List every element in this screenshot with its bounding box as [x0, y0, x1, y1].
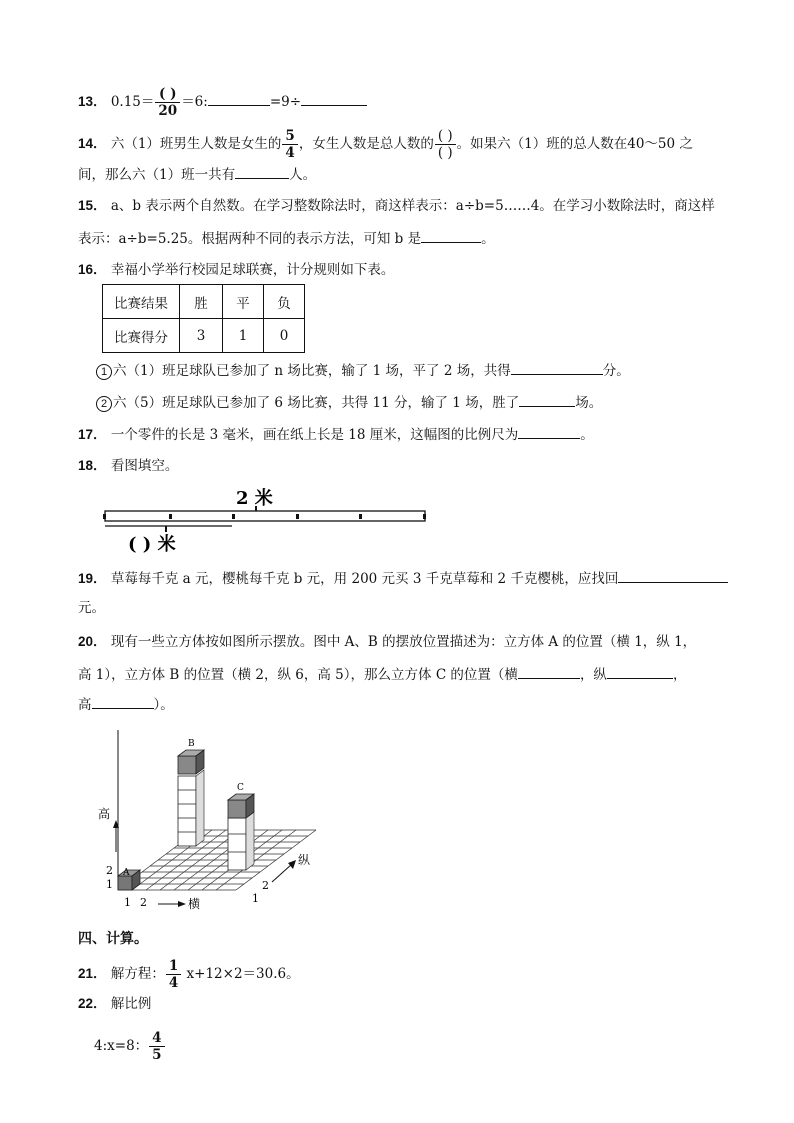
table-row [103, 285, 305, 319]
answer-blank[interactable] [518, 424, 580, 439]
fraction-numerator: ( ) [155, 86, 180, 103]
question-20 [78, 632, 696, 652]
question-number: 13． [78, 94, 107, 109]
q16-sub1-text: 六（1）班足球队已参加了 n 场比赛，输了 1 场，平了 2 场，共得 [113, 363, 511, 379]
q16-title: 幸福小学举行校园足球联赛，计分规则如下表。 [110, 262, 395, 278]
table-cell: 胜 [180, 285, 223, 319]
question-19-line-2 [78, 598, 105, 618]
question-19 [78, 568, 728, 589]
table-cell: 3 [180, 319, 223, 353]
q14-line2-b: 人。 [289, 167, 317, 183]
q15-line2-a: 表示：a÷b=5.25。根据两种不同的表示方法，可知 b 是 [78, 231, 422, 247]
question-number: 17． [78, 427, 107, 442]
q17-suffix: 。 [580, 427, 594, 443]
q20-line-1: 现有一些立方体按如图所示摆放。图中 A、B 的摆放位置描述为：立方体 A 的位置（横 1，纵 1， [110, 634, 697, 650]
q14-fraction-1 [282, 128, 297, 161]
tick-label: 1 [124, 896, 131, 909]
answer-blank[interactable] [511, 360, 603, 375]
q20-line2-b: ，纵 [579, 667, 607, 683]
answer-blank[interactable] [421, 228, 481, 243]
q14-fraction-2[interactable] [435, 128, 456, 161]
fraction-denominator: 4 [285, 145, 295, 161]
fraction-numerator: ( ) [435, 128, 456, 145]
q21-text-a: 解方程： [110, 966, 165, 982]
cube-a [118, 868, 140, 890]
q14-line2-a: 间，那么六（1）班一共有 [78, 167, 236, 183]
q20-line2-a: 高 1），立方体 B 的位置（横 2，纵 6，高 5），那么立方体 C 的位置（横 [78, 667, 518, 683]
question-22-equation [94, 1030, 166, 1063]
q15-line2-b: 。 [481, 231, 495, 247]
q20-line2-c: ， [672, 667, 687, 683]
question-16 [78, 260, 394, 280]
table-cell: 平 [223, 285, 264, 319]
q14-text-c: 。如果六（1）班的总人数在40～50 之 [456, 136, 693, 152]
answer-blank[interactable] [301, 91, 367, 106]
tick-label: 2 [262, 879, 269, 892]
section-heading: 四、计算。 [78, 931, 148, 947]
question-20-line-2 [78, 664, 686, 685]
q22-equation-text: 4:x=8： [94, 1038, 149, 1054]
q13-text-b: ＝6: [181, 94, 208, 110]
answer-blank[interactable] [618, 568, 728, 583]
q22-fraction [149, 1030, 164, 1063]
q21-fraction [166, 958, 181, 991]
cube-label-b: B [188, 739, 195, 749]
figure-label-bottom: ( ) 米 [128, 534, 176, 555]
q19-line2: 元。 [78, 600, 105, 616]
fraction-numerator: 5 [282, 128, 297, 145]
fraction-numerator: 4 [149, 1030, 164, 1047]
tick-label: 1 [252, 892, 259, 905]
question-number: 19． [78, 571, 107, 586]
circled-number: 2 [96, 396, 112, 412]
question-14-line-2 [78, 164, 316, 185]
fraction-numerator: 1 [166, 958, 181, 975]
q18-text: 看图填空。 [110, 458, 179, 474]
q13-text-c: =9÷ [269, 94, 302, 110]
tick-label: 2 [106, 864, 113, 877]
answer-blank[interactable] [235, 164, 289, 179]
table-cell: 负 [264, 285, 305, 319]
table-cell: 0 [264, 319, 305, 353]
question-17 [78, 424, 594, 445]
axis-label-depth: 纵 [298, 853, 311, 867]
answer-blank[interactable] [92, 694, 154, 709]
q20-line3-a: 高 [78, 697, 92, 713]
cube-grid-figure [96, 726, 336, 916]
question-number: 15． [78, 198, 107, 213]
question-number: 22． [78, 996, 107, 1011]
q13-text-a: 0.15＝ [110, 94, 155, 110]
fraction-denominator: 20 [158, 103, 178, 119]
answer-blank[interactable] [519, 392, 575, 407]
question-22 [78, 994, 151, 1014]
answer-blank[interactable] [208, 91, 270, 106]
table-cell: 比赛结果 [103, 285, 180, 319]
q14-text-a: 六（1）班男生人数是女生的 [110, 136, 282, 152]
cube-label-c: C [237, 783, 244, 793]
question-21 [78, 958, 300, 991]
scoring-table [102, 284, 305, 353]
scale-line-figure [98, 484, 438, 560]
tick-label: 2 [140, 896, 147, 909]
cube-label-a: A [123, 868, 130, 878]
tick-label: 1 [106, 878, 113, 891]
table-cell: 比赛得分 [103, 319, 180, 353]
q16-sub1-suffix: 分。 [602, 363, 630, 379]
q20-line3-b: ）。 [153, 697, 174, 713]
q14-text-b: ，女生人数是总人数的 [298, 136, 434, 152]
cube-column-b [178, 739, 204, 846]
q22-text: 解比例 [110, 996, 152, 1012]
q15-line-1: a、b 表示两个自然数。在学习整数除法时，商这样表示：a÷b=5……4。在学习小数除法时，商这样 [110, 198, 715, 214]
question-14 [78, 128, 693, 161]
answer-blank[interactable] [607, 664, 673, 679]
axis-label-horizontal: 横 [188, 897, 201, 911]
axis-label-height: 高 [98, 807, 111, 821]
q19-text: 草莓每千克 a 元，樱桃每千克 b 元，用 200 元买 3 千克草莓和 2 千克樱桃，应找回 [110, 571, 619, 587]
circled-number: 1 [96, 364, 112, 380]
q21-text-b: x+12×2＝30.6。 [182, 966, 300, 982]
q16-sub-2 [96, 392, 602, 413]
q17-text: 一个零件的长是 3 毫米，画在纸上长是 18 厘米，这幅图的比例尺为 [110, 427, 519, 443]
question-13 [78, 86, 367, 119]
table-cell: 1 [223, 319, 264, 353]
question-number: 21． [78, 966, 107, 981]
fraction-denominator: 5 [152, 1047, 162, 1063]
q16-sub2-text: 六（5）班足球队已参加了 6 场比赛，共得 11 分，输了 1 场，胜了 [113, 395, 520, 411]
table-row [103, 319, 305, 353]
question-15 [78, 196, 715, 216]
q16-sub2-suffix: 场。 [575, 395, 603, 411]
question-number: 18． [78, 458, 107, 473]
question-20-line-3 [78, 694, 174, 715]
figure-label-top: 2 米 [236, 488, 273, 509]
answer-blank[interactable] [518, 664, 580, 679]
cube-column-c [228, 783, 254, 870]
fraction-denominator: ( ) [437, 145, 453, 161]
question-number: 14． [78, 136, 107, 151]
fraction-denominator: 4 [168, 975, 179, 991]
question-15-line-2 [78, 228, 495, 249]
q16-sub-1 [96, 360, 630, 381]
question-number: 16． [78, 262, 107, 277]
q13-fraction [155, 86, 180, 119]
question-number: 20． [78, 634, 107, 649]
question-18 [78, 456, 178, 476]
